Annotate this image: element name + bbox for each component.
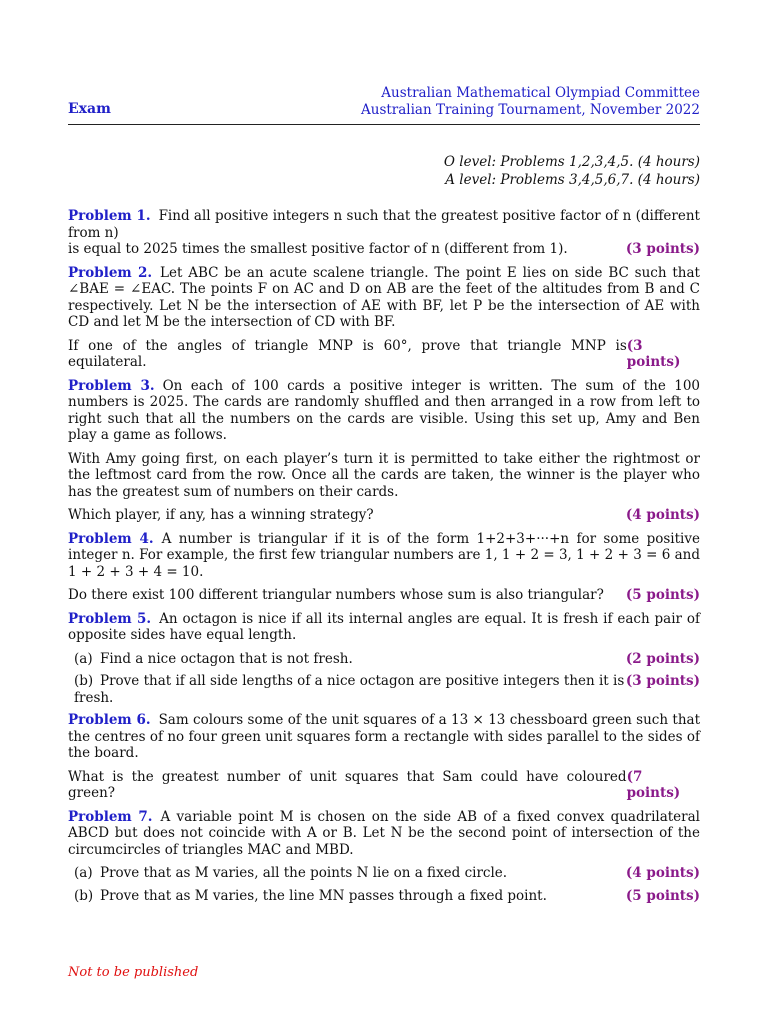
problems-list (68, 208, 700, 910)
problem-2 (68, 265, 700, 331)
points-badge: (5 points) (625, 887, 700, 904)
problem-1 (68, 208, 700, 258)
problem-3-rules: With Amy going first, on each player’s turn it is permitted to take either the rightmost or the leftmost card from the row. Once all the cards are taken, the winner is the player who has the greatest sum of numbers on their cards. (68, 450, 700, 500)
part-text: Prove that if all side lengths of a nice octagon are positive integers then it is fresh. (74, 673, 625, 706)
problem-text: If one of the angles of triangle MNP is 60°, prove that triangle MNP is equilateral. (68, 337, 627, 370)
points-badge: (3 points) (625, 673, 700, 689)
problem-7 (68, 809, 700, 859)
points-badge: (5 points) (625, 587, 700, 603)
problem-7-part-a (68, 865, 700, 882)
problem-6-question (68, 769, 700, 802)
points-badge: (4 points) (625, 507, 700, 523)
header-rule (68, 124, 700, 125)
problem-label: Problem 6. (68, 712, 151, 728)
problem-label: Problem 5. (68, 610, 152, 627)
problem-5-part-b (68, 673, 700, 706)
problem-text: Do there exist 100 different triangular numbers whose sum is also triangular? (68, 587, 604, 603)
part-text: Prove that as M varies, all the points N lie on a fixed circle. (100, 865, 508, 881)
problem-7-part-b (68, 888, 700, 905)
problem-text: is equal to 2025 times the smallest positive factor of n (different from 1). (68, 241, 568, 257)
part-text: Find a nice octagon that is not fresh. (100, 650, 353, 667)
a-level-line: A level: Problems 3,4,5,6,7. (4 hours) (445, 172, 700, 188)
problem-label: Problem 2. (68, 264, 153, 281)
problem-label: Problem 1. (68, 208, 151, 224)
problem-label: Problem 3. (68, 377, 155, 394)
organization-name: Australian Mathematical Olympiad Committee (381, 85, 700, 101)
level-info (444, 153, 700, 189)
exam-page (68, 0, 700, 1024)
problem-4 (68, 531, 700, 581)
problem-5 (68, 611, 700, 644)
part-text: Prove that as M varies, the line MN passes through a fixed point. (100, 887, 547, 904)
confidentiality-footer: Not to be published (68, 965, 199, 980)
problem-label: Problem 7. (68, 808, 153, 825)
problem-4-question (68, 587, 700, 604)
header-right (361, 85, 700, 119)
part-label: (b) (74, 673, 94, 689)
problem-text: On each of 100 cards a positive integer is written. The sum of the 100 numbers is 2025. The cards are randomly shuffled and then arranged in a row from left to right such that all the numbers on the cards are visible. Using this set up, Amy and Ben play a game as follows. (68, 377, 700, 443)
problem-label: Problem 4. (68, 530, 154, 547)
problem-text: Find all positive integers n such that the greatest positive factor of n (different from n) (68, 208, 700, 241)
problem-text: Which player, if any, has a winning strategy? (68, 507, 374, 523)
page-header (68, 85, 700, 125)
problem-2-question (68, 338, 700, 371)
exam-label: Exam (68, 101, 111, 117)
problem-text: Let ABC be an acute scalene triangle. The point E lies on side BC such that ∠BAE = ∠EAC. The points F on AC and D on AB are the feet of the altitudes from B and C respectively. Let N be the intersection of AE with BF, let P be the intersection of AE with CD and let M be the intersection of CD with BF. (68, 264, 700, 330)
problem-6 (68, 712, 700, 762)
problem-3-question (68, 507, 700, 524)
o-level-line: O level: Problems 1,2,3,4,5. (4 hours) (443, 154, 700, 170)
part-label: (a) (74, 650, 93, 667)
problem-text: A number is triangular if it is of the form 1+2+3+···+n for some positive integer n. For example, the first few triangular numbers are 1, 1 + 2 = 3, 1 + 2 + 3 = 6 and 1 + 2 + 3 + 4 = 10. (68, 530, 700, 580)
part-label: (b) (74, 887, 94, 904)
part-label: (a) (74, 865, 93, 881)
points-badge: (4 points) (625, 865, 700, 881)
problem-text: A variable point M is chosen on the side AB of a fixed convex quadrilateral ABCD but does not coincide with A or B. Let N be the second point of intersection of the circumcircles of triangles MAC and MBD. (68, 808, 700, 858)
problem-3 (68, 378, 700, 444)
points-badge: (2 points) (625, 650, 700, 667)
problem-text: Sam colours some of the unit squares of a 13 × 13 chessboard green such that the centres of no four green unit squares form a rectangle with sides parallel to the sides of the board. (68, 712, 700, 761)
problem-text: An octagon is nice if all its internal angles are equal. It is fresh if each pair of opposite sides have equal length. (68, 610, 700, 643)
problem-5-part-a (68, 651, 700, 668)
points-badge: (3 points) (626, 337, 681, 370)
points-badge: (7 points) (626, 768, 681, 801)
event-name: Australian Training Tournament, November 2022 (361, 102, 700, 118)
problem-text: What is the greatest number of unit squares that Sam could have coloured green? (68, 768, 627, 801)
points-badge: (3 points) (625, 241, 700, 257)
